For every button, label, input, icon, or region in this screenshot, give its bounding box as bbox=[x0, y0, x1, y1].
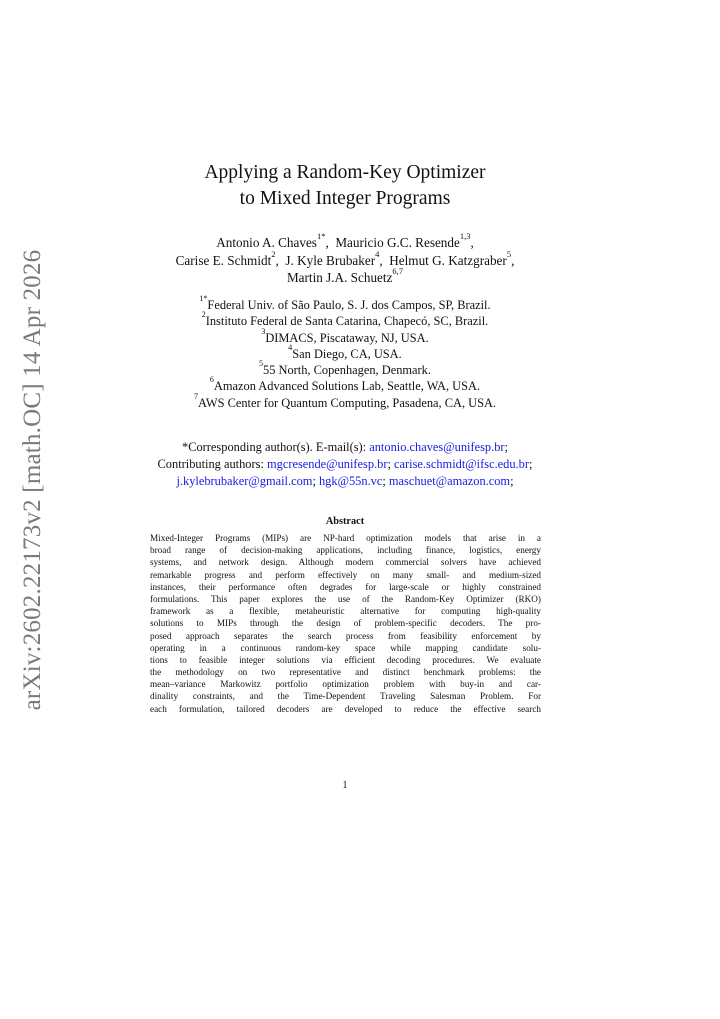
abstract-line: operating in a continuous random-key space while mapping candidate solu- bbox=[150, 642, 541, 653]
corresponding-line: *Corresponding author(s). E-mail(s): antonio.chaves@unifesp.br; bbox=[182, 440, 508, 454]
title-line-1: Applying a Random-Key Optimizer bbox=[204, 162, 486, 183]
abstract-body bbox=[150, 532, 541, 715]
affiliation-item bbox=[0, 326, 690, 346]
affiliation-item bbox=[0, 391, 690, 411]
author-sup: 1* bbox=[316, 231, 326, 241]
contact-block bbox=[0, 439, 690, 489]
author-line-1: Antonio A. Chaves$^{1*}$, Mauricio G.C. Resende$^{1,3}$, bbox=[216, 231, 474, 250]
abstract-line: formulations. This paper explores the use of the Random-Key Optimizer (RKO) bbox=[150, 593, 541, 604]
affiliation-text: DIMACS, Piscataway, NJ, USA. bbox=[265, 330, 429, 345]
author-sup: 1,3 bbox=[459, 231, 471, 241]
abstract-line: dinality constraints, and the Time-Dependent Traveling Salesman Problem. For bbox=[150, 691, 541, 702]
email-link[interactable]: carise.schmidt@ifsc.edu.br bbox=[394, 456, 529, 471]
author-line-3 bbox=[0, 266, 690, 287]
affiliation-sup: 5 bbox=[259, 359, 264, 369]
corresponding-email-link[interactable]: antonio.chaves@unifesp.br bbox=[369, 440, 505, 454]
affiliation-sup: 1* bbox=[199, 294, 208, 303]
abstract-heading: Abstract bbox=[325, 516, 365, 527]
author-name: Mauricio G.C. Resende bbox=[335, 235, 460, 250]
author-list bbox=[0, 231, 690, 287]
affiliation-text: 55 North, Copenhagen, Denmark. bbox=[263, 363, 431, 378]
email-link[interactable]: maschuet@amazon.com bbox=[388, 473, 511, 488]
email-link[interactable]: hgk@55n.vc bbox=[318, 473, 383, 488]
affiliation-sup: 7 bbox=[193, 391, 198, 401]
abstract-line: the methodology on two representative and distinct benchmark problems: the bbox=[150, 667, 541, 678]
abstract-line: solutions to MIPs through the design of problem-specific decoders. The pro- bbox=[150, 618, 541, 629]
affiliation-list bbox=[0, 294, 690, 411]
author-name: Martin J.A. Schuetz bbox=[286, 270, 393, 285]
contributing-line-1: Contributing authors: mgcresende@unifesp.br; carise.schmidt@ifsc.edu.br; bbox=[157, 456, 533, 471]
abstract-line: Mixed-Integer Programs (MIPs) are NP-hard optimization models that arise in a bbox=[150, 533, 541, 543]
abstract-line: systems, and network design. Although modern commercial solvers have achieved bbox=[150, 557, 541, 568]
author-sup: 5 bbox=[506, 248, 512, 259]
affiliation-text: Amazon Advanced Solutions Lab, Seattle, WA, USA. bbox=[213, 379, 481, 394]
author-sup: 4 bbox=[375, 248, 380, 259]
author-name: J. Kyle Brubaker bbox=[285, 252, 376, 268]
affiliation-item bbox=[0, 359, 690, 378]
title-line-2: to Mixed Integer Programs bbox=[239, 188, 451, 209]
affiliation-text: AWS Center for Quantum Computing, Pasadena, CA, USA. bbox=[197, 395, 497, 410]
affiliation-item bbox=[0, 310, 690, 329]
abstract-line: broad range of decision-making applications, including finance, logistics, energy bbox=[150, 545, 541, 556]
affiliation-item bbox=[0, 375, 690, 394]
author-name: Carise E. Schmidt bbox=[175, 252, 272, 268]
page-number: 1 bbox=[342, 780, 348, 791]
abstract-line: mean–variance Markowitz portfolio optimization problem with buy-in and car- bbox=[150, 679, 541, 690]
abstract-line: instances, their performance often degrades for large-scale or highly constrained bbox=[150, 581, 541, 592]
author-name: Antonio A. Chaves bbox=[216, 235, 317, 250]
abstract-line: tions to feasible integer solutions via efficient decoding procedures. We evaluate bbox=[150, 654, 541, 665]
affiliation-sup: 4 bbox=[288, 342, 293, 352]
author-line-2: Carise E. Schmidt$^2$, J. Kyle Brubaker$^4$, Helmut G. Katzgraber$^5$, bbox=[175, 248, 515, 268]
corresponding-label: *Corresponding author(s). E-mail(s): bbox=[182, 440, 367, 454]
affiliation-sup: 3 bbox=[261, 326, 266, 336]
affiliation-text: Federal Univ. of São Paulo, S. J. dos Campos, SP, Brazil. bbox=[207, 298, 491, 312]
author-sup: 2 bbox=[271, 248, 276, 259]
author-name: Helmut G. Katzgraber bbox=[389, 252, 507, 268]
paper-title bbox=[0, 160, 690, 212]
arxiv-identifier: arXiv:2602.22173v2 [math.OC] 14 Apr 2026 bbox=[19, 249, 46, 711]
author-sup: 6,7 bbox=[392, 266, 404, 276]
email-link[interactable]: j.kylebrubaker@gmail.com bbox=[176, 473, 313, 488]
affiliation-text: Instituto Federal de Santa Catarina, Chapecó, SC, Brazil. bbox=[205, 314, 489, 329]
abstract-line: posed approach separates the search process from feasibility enforcement by bbox=[150, 630, 541, 641]
affiliation-sup: 2 bbox=[201, 310, 206, 320]
abstract-line: remarkable progress and perform effectively on many small- and medium-sized bbox=[150, 569, 541, 580]
abstract-line: each formulation, tailored decoders are developed to reduce the effective search bbox=[150, 703, 541, 714]
email-link[interactable]: mgcresende@unifesp.br bbox=[267, 456, 388, 471]
contributing-line-2: j.kylebrubaker@gmail.com; hgk@55n.vc; maschuet@amazon.com; bbox=[176, 473, 514, 488]
affiliation-text: San Diego, CA, USA. bbox=[292, 346, 402, 361]
affiliation-item bbox=[0, 294, 690, 313]
contributing-label: Contributing authors: bbox=[157, 456, 264, 471]
affiliation-sup: 6 bbox=[209, 375, 214, 385]
abstract-line: framework as a flexible, metaheuristic alternative for computing high-quality bbox=[150, 606, 541, 617]
affiliation-item bbox=[0, 342, 690, 362]
